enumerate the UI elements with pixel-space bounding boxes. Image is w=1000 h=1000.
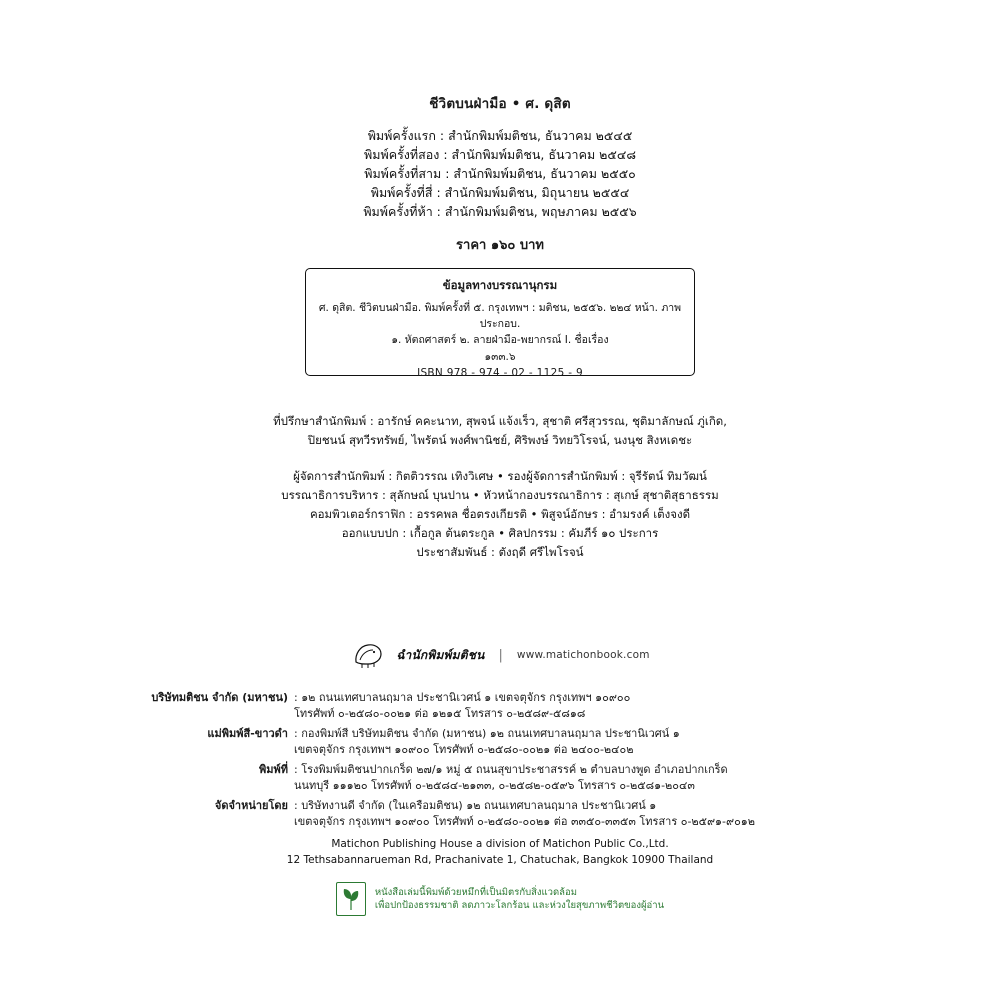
contact-value-company xyxy=(294,690,860,722)
staff-block xyxy=(0,467,1000,562)
eco-footer xyxy=(0,882,1000,916)
contact-row xyxy=(140,690,860,722)
page-title: ชีวิตบนฝ่ามือ • ศ. ดุสิต xyxy=(429,96,571,112)
cip-box xyxy=(305,268,695,379)
edition-line-3: พิมพ์ครั้งที่สาม : สำนักพิมพ์มติชน, ธันวาคม ๒๕๕๐ xyxy=(364,166,636,181)
contact-english-block xyxy=(140,836,860,868)
isbn: ISBN 978 - 974 - 02 - 1125 - 9 xyxy=(417,367,583,379)
advisors-block xyxy=(0,412,1000,450)
advisors-line-1: ที่ปรึกษาสำนักพิมพ์ : อารักษ์ คคะนาท, สุพจน์ แจ้งเร็ว, สุชาติ ศรีสุวรรณ, ชุติมาลักษณ์ ภู่เกิด, xyxy=(273,414,727,428)
contact-line: โทรศัพท์ ๐-๒๕๘๐-๐๐๒๑ ต่อ ๑๒๑๕ โทรสาร ๐-๒๕๘๙-๕๘๑๘ xyxy=(294,707,586,720)
contact-label-printed-at: พิมพ์ที่ xyxy=(258,763,288,776)
edition-line-5: พิมพ์ครั้งที่ห้า : สำนักพิมพ์มติชน, พฤษภาคม ๒๕๕๖ xyxy=(363,204,637,219)
contact-line: : ๑๒ ถนนเทศบาลนฤมาล ประชานิเวศน์ ๑ เขตจตุจักร กรุงเทพฯ ๑๐๙๐๐ xyxy=(294,691,631,704)
title-block xyxy=(0,92,1000,255)
edition-line-2: พิมพ์ครั้งที่สอง : สำนักพิมพ์มติชน, ธันวาคม ๒๕๔๘ xyxy=(364,147,636,162)
contact-label-company: บริษัทมติชน จำกัด (มหาชน) xyxy=(151,691,288,704)
cip-classification-code: ๑๓๓.๖ xyxy=(484,351,516,363)
contact-line: นนทบุรี ๑๑๑๒๐ โทรศัพท์ ๐-๒๕๘๔-๒๑๓๓, ๐-๒๕๘๒-๐๕๙๖ โทรสาร ๐-๒๕๘๑-๒๐๔๓ xyxy=(294,779,695,792)
contact-line: เขตจตุจักร กรุงเทพฯ ๑๐๙๐๐ โทรศัพท์ ๐-๒๕๘๐-๐๐๒๑ ต่อ ๒๔๐๐-๒๔๐๒ xyxy=(294,743,634,756)
edition-line-1: พิมพ์ครั้งแรก : สำนักพิมพ์มติชน, ธันวาคม ๒๕๔๕ xyxy=(367,128,633,143)
price-label: ราคา ๑๖๐ บาท xyxy=(456,238,544,253)
staff-line-4: ออกแบบปก : เกื้อกูล ต้นตระกูล • ศิลปกรรม : คัมภีร์ ๑๐ ประการ xyxy=(341,526,659,540)
contact-block xyxy=(140,690,860,868)
staff-line-2: บรรณาธิการบริหาร : สุลักษณ์ บุนปาน • หัวหน้ากองบรรณาธิการ : สุเกษ์ สุชาติสุธาธรรม xyxy=(281,488,719,502)
contact-label-color-plate: แม่พิมพ์สี-ขาวดำ xyxy=(207,727,288,740)
contact-label-distributor: จัดจำหน่ายโดย xyxy=(214,799,288,812)
credits-block xyxy=(0,412,1000,562)
cip-line-1: ศ. ดุสิต. ชีวิตบนฝ่ามือ. พิมพ์ครั้งที่ ๕. กรุงเทพฯ : มติชน, ๒๕๕๖. ๒๒๔ หน้า. ภาพประกอบ. xyxy=(318,302,682,330)
contact-english-line-2: 12 Tethsabannarueman Rd, Prachanivate 1, Chatuchak, Bangkok 10900 Thailand xyxy=(286,854,714,866)
publisher-logo-row xyxy=(0,640,1000,670)
contact-value-printed-at xyxy=(294,762,860,794)
green-leaf-icon xyxy=(336,882,366,916)
contact-row xyxy=(140,726,860,758)
eco-footer-line-1: หนังสือเล่มนี้พิมพ์ด้วยหมึกที่เป็นมิตรกับสิ่งแวดล้อม xyxy=(374,887,577,898)
cip-line-2: ๑. หัตถศาสตร์ ๒. ลายฝ่ามือ-พยากรณ์ I. ชื่อเรื่อง xyxy=(391,334,609,346)
contact-line: : บริษัทงานดี จำกัด (ในเครือมติชน) ๑๒ ถนนเทศบาลนฤมาล ประชานิเวศน์ ๑ xyxy=(294,799,657,812)
contact-line: : กองพิมพ์สี บริษัทมติชน จำกัด (มหาชน) ๑๒ ถนนเทศบาลนฤมาล ประชานิเวศน์ ๑ xyxy=(294,727,680,740)
matichon-bird-logo-icon xyxy=(350,640,386,670)
contact-value-distributor xyxy=(294,798,860,830)
contact-row xyxy=(140,798,860,830)
advisors-line-2: ปิยชนน์ สุทวีรทรัพย์, ไพรัตน์ พงศ์พานิชย์, ศิริพงษ์ วิทยวิโรจน์, นงนุช สิงหเดชะ xyxy=(307,433,693,447)
publisher-website-link[interactable]: www.matichonbook.com xyxy=(516,649,650,661)
contact-line: เขตจตุจักร กรุงเทพฯ ๑๐๙๐๐ โทรศัพท์ ๐-๒๕๘๐-๐๐๒๑ ต่อ ๓๓๕๐-๓๓๕๓ โทรสาร ๐-๒๕๙๑-๙๐๑๒ xyxy=(294,815,756,828)
eco-footer-line-2: เพื่อปกป้องธรรมชาติ ลดภาวะโลกร้อน และห่วงใยสุขภาพชีวิตของผู้อ่าน xyxy=(374,900,665,911)
contact-value-color-plate xyxy=(294,726,860,758)
cip-heading: ข้อมูลทางบรรณานุกรม xyxy=(442,278,558,292)
publisher-script-name: ฉำนักพิมพ์มติชน xyxy=(396,647,485,662)
contact-line: : โรงพิมพ์มติชนปากเกร็ด ๒๗/๑ หมู่ ๕ ถนนสุขาประชาสรรค์ ๒ ตำบลบางพูด อำเภอปากเกร็ด xyxy=(294,763,728,776)
logo-separator: | xyxy=(498,647,503,663)
contact-english-line-1: Matichon Publishing House a division of Matichon Public Co.,Ltd. xyxy=(331,838,669,850)
edition-line-4: พิมพ์ครั้งที่สี่ : สำนักพิมพ์มติชน, มิถุนายน ๒๕๕๔ xyxy=(370,185,630,200)
eco-footer-text xyxy=(375,886,664,912)
contact-row xyxy=(140,762,860,794)
staff-line-3: คอมพิวเตอร์กราฟิก : อรรคพล ชื่อตรงเกียรติ • พิสูจน์อักษร : อำมรงค์ เต็งจงดี xyxy=(309,507,691,521)
staff-line-1: ผู้จัดการสำนักพิมพ์ : กิตติวรรณ เทิงวิเศษ • รองผู้จัดการสำนักพิมพ์ : จุรีรัตน์ ทิมวัฒน์ xyxy=(293,469,707,483)
staff-line-5: ประชาสัมพันธ์ : ตังฤดี ศรีไพโรจน์ xyxy=(416,545,584,559)
